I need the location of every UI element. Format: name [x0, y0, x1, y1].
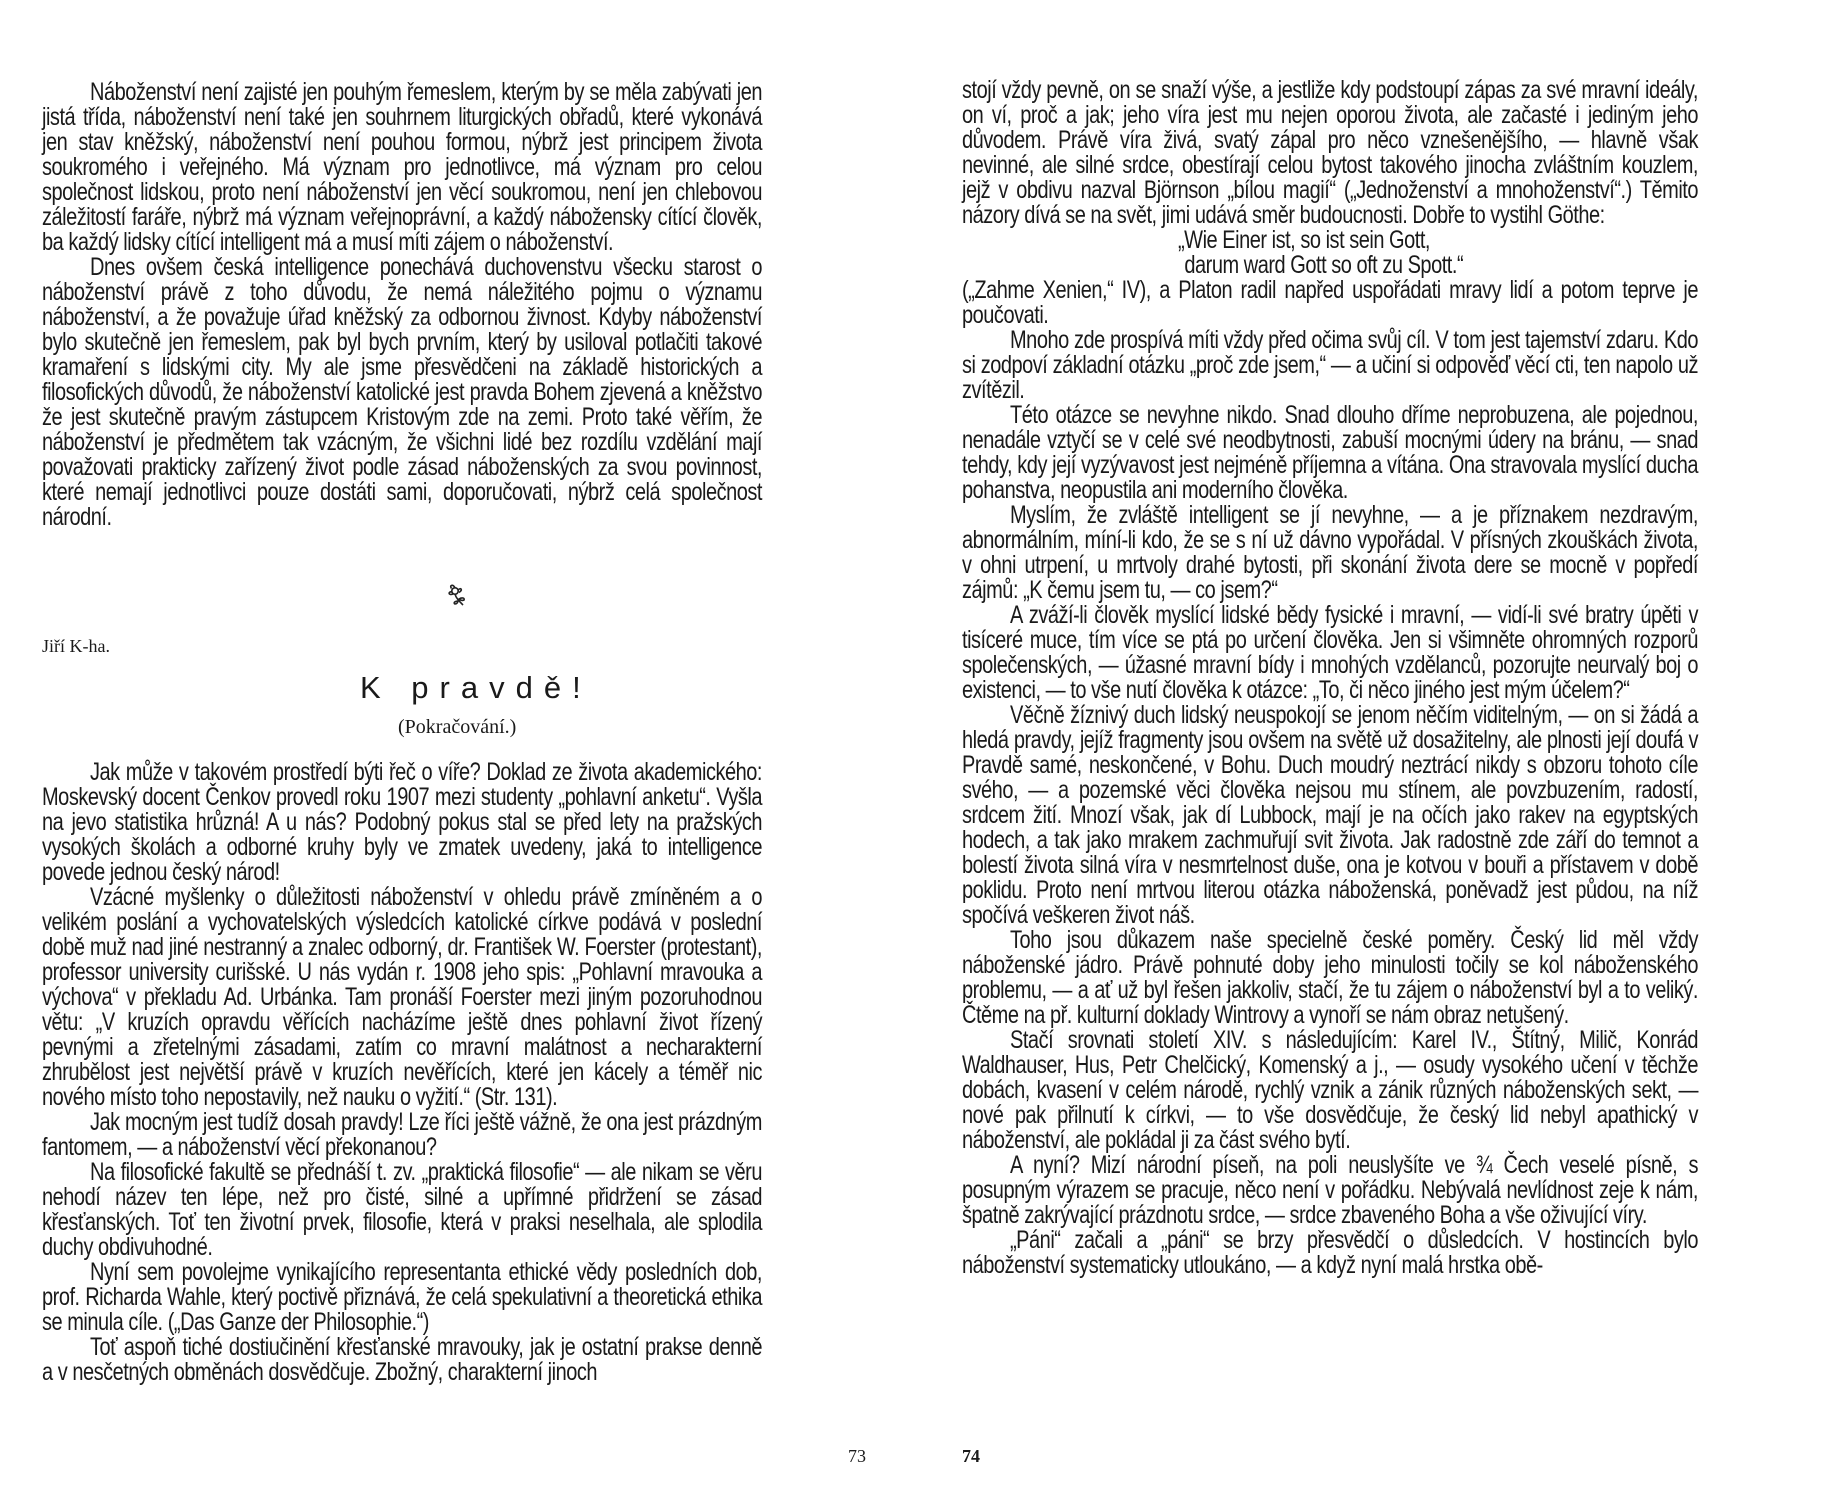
- paragraph: Jak mocným jest tudíž dosah pravdy! Lze říci ještě vážně, že ona jest prázdným fantomem, — a náboženství věcí překonanou?: [42, 1108, 762, 1161]
- paragraph: Této otázce se nevyhne nikdo. Snad dlouho dříme neprobuzena, ale pojednou, nenadále vztyčí se v celé své neodbytnosti, zabuší mocnými údery na bránu, — snad tehdy, kdy její vyzývavost jest nejméně příjemna a vítána. Ona stravovala myslící ducha pohanstva, neopustila ani moderního člověka.: [962, 401, 1698, 504]
- paragraph: Na filosofické fakultě se přednáší t. zv. „praktická filosofie“ — ale nikam se věru nehodí název ten lépe, než pro čisté, silné a upřímné přidržení se zásad křesťanských. Toť ten životní prvek, filosofie, která v praksi neselhala, ale splodila duchy obdivuhodné.: [42, 1158, 762, 1261]
- paragraph: Toť aspoň tiché dostiučinění křesťanské mravouky, jak je ostatní prakse denně a v nesčetných obměnách dosvědčuje. Zbožný, charakterní jinoch: [42, 1333, 762, 1386]
- left-top-text: [42, 80, 762, 530]
- page-number: 73: [848, 1446, 866, 1466]
- paragraph: Dnes ovšem česká intelligence ponechává duchovenstvu všecku starost o náboženství právě z toho důvodu, že nemá náležitého pojmu o významu náboženství, a že považuje úřad kněžský za odbornou živnost. Kdyby náboženství bylo skutečně jen řemeslem, pak byl bych prvním, který by usiloval potlačiti takové kramaření s lidskými city. My ale jsme přesvědčeni na základě historických a filosofických důvodů, že náboženství katolické jest pravda Bohem zjevená a kněžstvo že jest skutečně pravým zástupcem Kristovým zde na zemi. Proto také věřím, že náboženství je předmětem tak vzácným, že všichni lidé bez rozdílu vzdělání mají považovati prakticky zařízený život podle zásad náboženských za svou povinnost, které nemají jednotlivci pouze dostáti sami, doporučovati, nýbrž celá společnost národní.: [42, 253, 762, 531]
- article-subtitle: (Pokračování.): [398, 716, 517, 738]
- paragraph: „Páni“ začali a „páni“ se brzy přesvědčí o důsledcích. V hostincích bylo náboženství systematicky utloukáno, — a když nyní malá hrstka obě-: [962, 1226, 1698, 1279]
- paragraph: Mnoho zde prospívá míti vždy před očima svůj cíl. V tom jest tajemství zdaru. Kdo si zodpoví základní otázku „proč zde jsem,“ — a učiní si odpověď věcí cti, ten napolo už zvítězil.: [962, 326, 1698, 404]
- paragraph: stojí vždy pevně, on se snaží výše, a jestliže kdy podstoupí zápas za své mravní ideály, on ví, proč a jak; jeho víra jest mu nejen oporou života, ale začasté i jediným jeho důvodem. Právě víra živá, svatý zápal pro něco vznešenějšího, — hlavně však nevinné, ale silné srdce, obestírají celou bytost takového jinocha zvláštním kouzlem, jejž v obdivu nazval Björnson „bílou magií“ („Jednoženství a mnohoženství“.) Těmito názory dívá se na svět, jimi udává směr budoucnosti. Dobře to vystihl Göthe:: [962, 76, 1698, 229]
- paragraph: Stačí srovnati století XIV. s následujícím: Karel IV., Štítný, Milič, Konrád Waldhauser, Hus, Petr Chelčický, Komenský a j., — osudy vysokého učení v těchže dobách, kvasení v celém národě, rychlý vznik a zánik různých náboženských sekt, — nové pak přilnutí k církvi, — to vše dosvědčuje, že český lid nebyl apathický v náboženství, ale pokládal ji za část svého bytí.: [962, 1026, 1698, 1154]
- quote-line: darum ward Gott so oft zu Spott.“: [1184, 251, 1464, 279]
- quote-line: „Wie Einer ist, so ist sein Gott,: [1178, 226, 1431, 254]
- paragraph: Věčně žíznivý duch lidský neuspokojí se jenom něčím viditelným, — on si žádá a hledá pravdy, jejíž fragmenty jsou ovšem na světě už dosažitelny, ale plnosti její doufá v Pravdě samé, neskončené, v Bohu. Duch moudrý neztrácí nikdy s obzoru tohoto cíle svého, — a pozemské věci člověka nejsou mu stínem, ale povzbuzením, radostí, srdcem žití. Mnozí však, jak dí Lubbock, mají je na očích jako rakev na egyptských hodech, a tak jako mrakem zachmuřují svit života. Jak radostně zde září do temnot a bolestí života silná víra v nesmrtelnost duše, ona je kotvou v bouři a přístavem v době poklidu. Proto není mrtvou literou otázka náboženská, poněvadž jest půdou, na níž spočívá veškeren život náš.: [962, 701, 1698, 929]
- article-title: K pravdě!: [360, 670, 592, 705]
- paragraph: Myslím, že zvláště intelligent se jí nevyhne, — a je příznakem nezdravým, abnormálním, míní-li kdo, že se s ní už dávno vypořádal. V přísných zkouškách života, v ohni utrpení, u mrtvoly drahé bytosti, při skonání života dere se mocně v popředí zájmů: „K čemu jsem tu, — co jsem?“: [962, 501, 1698, 604]
- paragraph: („Zahme Xenien,“ IV), a Platon radil napřed uspořádati mravy lidí a potom teprve je poučovati.: [962, 276, 1698, 329]
- paragraph: Náboženství není zajisté jen pouhým řemeslem, kterým by se měla zabývati jen jistá třída, náboženství není také jen souhrnem liturgických obřadů, které vykonává jen stav kněžský, náboženství není pouhou formou, nýbrž jest principem života soukromého i veřejného. Má význam pro jednotlivce, má význam pro celou společnost lidskou, proto není náboženství jen věcí soukromou, není jen chlebovou záležitostí faráře, nýbrž má význam veřejnoprávní, a každý nábožensky cítící člověk, ba každý lidsky cítící intelligent má a musí míti zájem o náboženství.: [42, 78, 762, 256]
- paragraph: A nyní? Mizí národní píseň, na poli neuslyšíte ve ¾ Čech veselé písně, s posupným výrazem se pracuje, něco není v pořádku. Nebývalá nevlídnost zeje k nám, špatně zakrývající prázdnotu srdce, — srdce zbaveného Boha a vše oživující víry.: [962, 1151, 1698, 1229]
- paragraph: Nyní sem povolejme vynikajícího representanta ethické vědy posledních dob, prof. Richarda Wahle, který poctivě přiznává, že celá spekulativní a theoretická ethika se minula cíle. („Das Ganze der Philosophie.“): [42, 1258, 762, 1336]
- flower-ornament-icon: [444, 582, 470, 608]
- left-article-body: [42, 760, 762, 1385]
- paragraph: A zváží-li člověk myslící lidské bědy fysické i mravní, — vidí-li své bratry úpěti v tisíceré muce, tím více se ptá po určení člověka. Jen si všimněte ohromných rozporů společenských, — úžasné mravní bídy i mnohých vzdělanců, pozorujte neurvalý boj o existenci, — to vše nutí člověka k otázce: „To, či něco jiného jest mým účelem?“: [962, 601, 1698, 704]
- paragraph: Jak může v takovém prostředí býti řeč o víře? Doklad ze života akademického: Moskevský docent Čenkov provedl roku 1907 mezi studenty „pohlavní anketu“. Vyšla na jevo statistika hrůzná! A u nás? Podobný pokus stal se před lety na pražských vysokých školách a odborné kruhy byly ve zmatek uvedeny, jaká to intelligence povede jednou český národ!: [42, 758, 762, 886]
- right-article-body: [962, 78, 1698, 1278]
- author-name: Jiří K-ha.: [42, 636, 110, 656]
- right-page: [912, 0, 1824, 1501]
- page-number: 74: [962, 1446, 980, 1466]
- paragraph: Toho jsou důkazem naše specielně české poměry. Český lid měl vždy náboženské jádro. Právě pohnuté doby jeho minulosti točily se kol náboženského problemu, — a ať už byl řešen jakkoliv, stačí, že tu zájem o náboženství byl a to veliký. Čtěme na př. kulturní doklady Wintrovy a vynoří se nám obraz netušený.: [962, 926, 1698, 1029]
- paragraph: Vzácné myšlenky o důležitosti náboženství v ohledu právě zmíněném a o velikém poslání a vychovatelských výsledcích katolické církve podává v poslední době muž nad jiné nestranný a znalec odborný, dr. František W. Foerster (protestant), professor university curišské. U nás vydán r. 1908 jeho spis: „Pohlavní mravouka a výchova“ v překladu Ad. Urbánka. Tam pronáší Foerster mezi jiným pozoruhodnou větu: „V kruzích opravdu věřících nacházíme ještě dnes pohlavní život řízený pevnými a zřetelnými zásadami, zatím co mravní malátnost a necharakterní zhrubělost jest největší právě v kruzích nevěřících, které jen kácely a téměř nic nového místo toho nepostavily, než nauku o vyžití.“ (Str. 131).: [42, 883, 762, 1111]
